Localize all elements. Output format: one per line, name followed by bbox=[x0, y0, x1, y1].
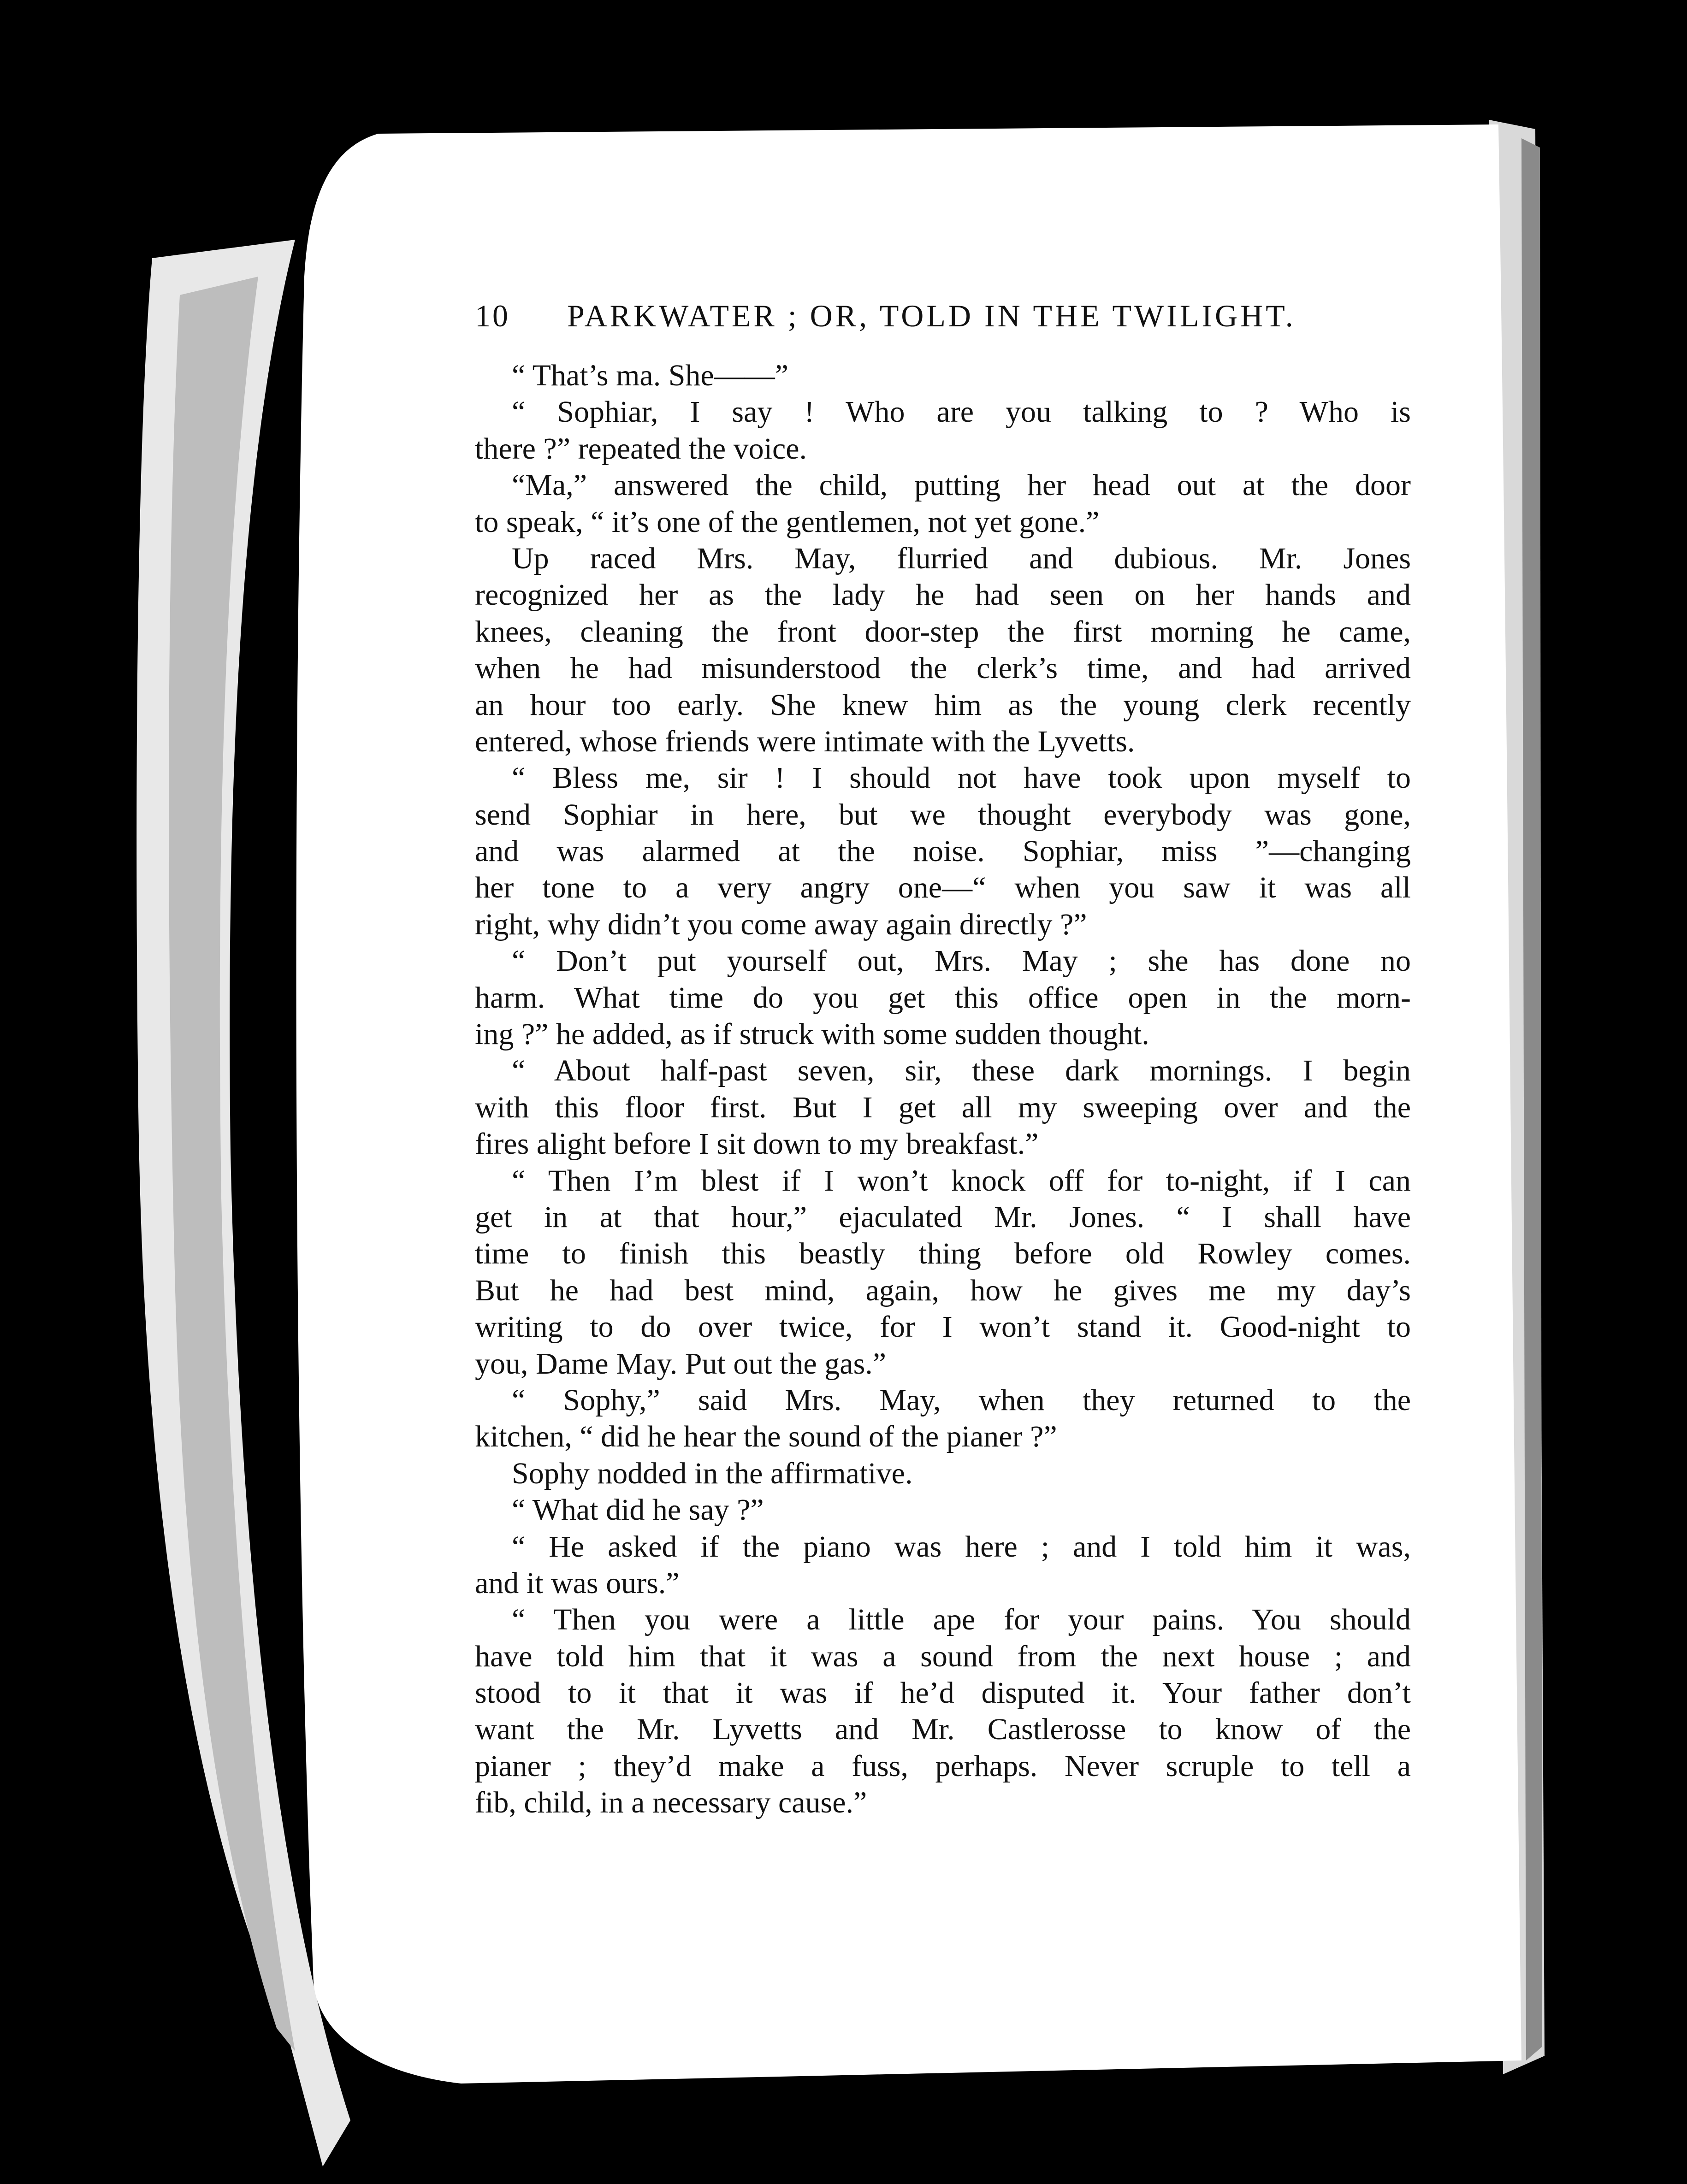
text-line: to speak, “ it’s one of the gentlemen, not yet gone.” bbox=[475, 505, 1100, 539]
text-line: pianer ; they’d make a fuss, perhaps. Never scruple to tell a bbox=[475, 1749, 1411, 1783]
text-line: get in at that hour,” ejaculated Mr. Jones. “ I shall have bbox=[475, 1200, 1411, 1234]
text-line: “Ma,” answered the child, putting her head out at the door bbox=[512, 468, 1411, 502]
text-line: “ Then I’m blest if I won’t knock off for to-night, if I can bbox=[512, 1163, 1411, 1198]
text-line: knees, cleaning the front door-step the first morning he came, bbox=[475, 614, 1411, 649]
text-line: fires alight before I sit down to my breakfast.” bbox=[475, 1127, 1039, 1161]
text-line: But he had best mind, again, how he gives me my day’s bbox=[475, 1273, 1411, 1307]
text-line: time to finish this beastly thing before old Rowley comes. bbox=[475, 1237, 1411, 1271]
text-line: “ What did he say ?” bbox=[512, 1493, 764, 1527]
text-line: with this floor first. But I get all my sweeping over and the bbox=[475, 1090, 1411, 1124]
text-line: when he had misunderstood the clerk’s time, and had arrived bbox=[475, 651, 1411, 685]
text-line: “ Then you were a little ape for your pains. You should bbox=[512, 1603, 1411, 1637]
text-line: Sophy nodded in the affirmative. bbox=[512, 1456, 913, 1490]
text-line: recognized her as the lady he had seen on her hands and bbox=[475, 578, 1411, 612]
text-line: “ He asked if the piano was here ; and I told him it was, bbox=[512, 1529, 1411, 1564]
text-line: stood to it that it was if he’d disputed it. Your father don’t bbox=[475, 1676, 1411, 1710]
text-line: have told him that it was a sound from the next house ; and bbox=[475, 1639, 1411, 1673]
printed-page bbox=[475, 0, 1411, 2184]
text-line: right, why didn’t you come away again directly ?” bbox=[475, 907, 1087, 941]
text-line: fib, child, in a necessary cause.” bbox=[475, 1786, 867, 1820]
body-text bbox=[475, 357, 1411, 1821]
text-line: want the Mr. Lyvetts and Mr. Castlerosse to know of the bbox=[475, 1712, 1411, 1747]
text-line: there ?” repeated the voice. bbox=[475, 431, 807, 466]
text-line: an hour too early. She knew him as the young clerk recently bbox=[475, 688, 1411, 722]
text-line: “ Sophy,” said Mrs. May, when they returned to the bbox=[512, 1383, 1411, 1417]
running-title: PARKWATER ; OR, TOLD IN THE TWILIGHT. bbox=[567, 298, 1296, 333]
text-line: “ Bless me, sir ! I should not have took upon myself to bbox=[512, 761, 1411, 795]
text-line: you, Dame May. Put out the gas.” bbox=[475, 1346, 887, 1381]
text-line: “ Sophiar, I say ! Who are you talking to ? Who is bbox=[512, 395, 1411, 429]
text-line: entered, whose friends were intimate with the Lyvetts. bbox=[475, 724, 1135, 758]
text-line: her tone to a very angry one—“ when you saw it was all bbox=[475, 871, 1411, 905]
text-line: and it was ours.” bbox=[475, 1566, 680, 1600]
text-line: harm. What time do you get this office open in the morn- bbox=[475, 980, 1411, 1015]
text-line: Up raced Mrs. May, flurried and dubious. Mr. Jones bbox=[512, 541, 1411, 575]
text-line: ing ?” he added, as if struck with some sudden thought. bbox=[475, 1017, 1149, 1051]
text-line: and was alarmed at the noise. Sophiar, miss ”—changing bbox=[475, 834, 1411, 868]
page-number: 10 bbox=[475, 298, 510, 333]
text-line: “ Don’t put yourself out, Mrs. May ; she has done no bbox=[512, 944, 1411, 978]
text-line: writing to do over twice, for I won’t stand it. Good-night to bbox=[475, 1310, 1411, 1344]
text-line: send Sophiar in here, but we thought everybody was gone, bbox=[475, 797, 1411, 832]
running-head bbox=[475, 295, 1411, 336]
text-line: “ About half-past seven, sir, these dark mornings. I begin bbox=[512, 1054, 1411, 1088]
text-line: kitchen, “ did he hear the sound of the pianer ?” bbox=[475, 1420, 1057, 1454]
text-line: “ That’s ma. She——” bbox=[512, 359, 788, 392]
